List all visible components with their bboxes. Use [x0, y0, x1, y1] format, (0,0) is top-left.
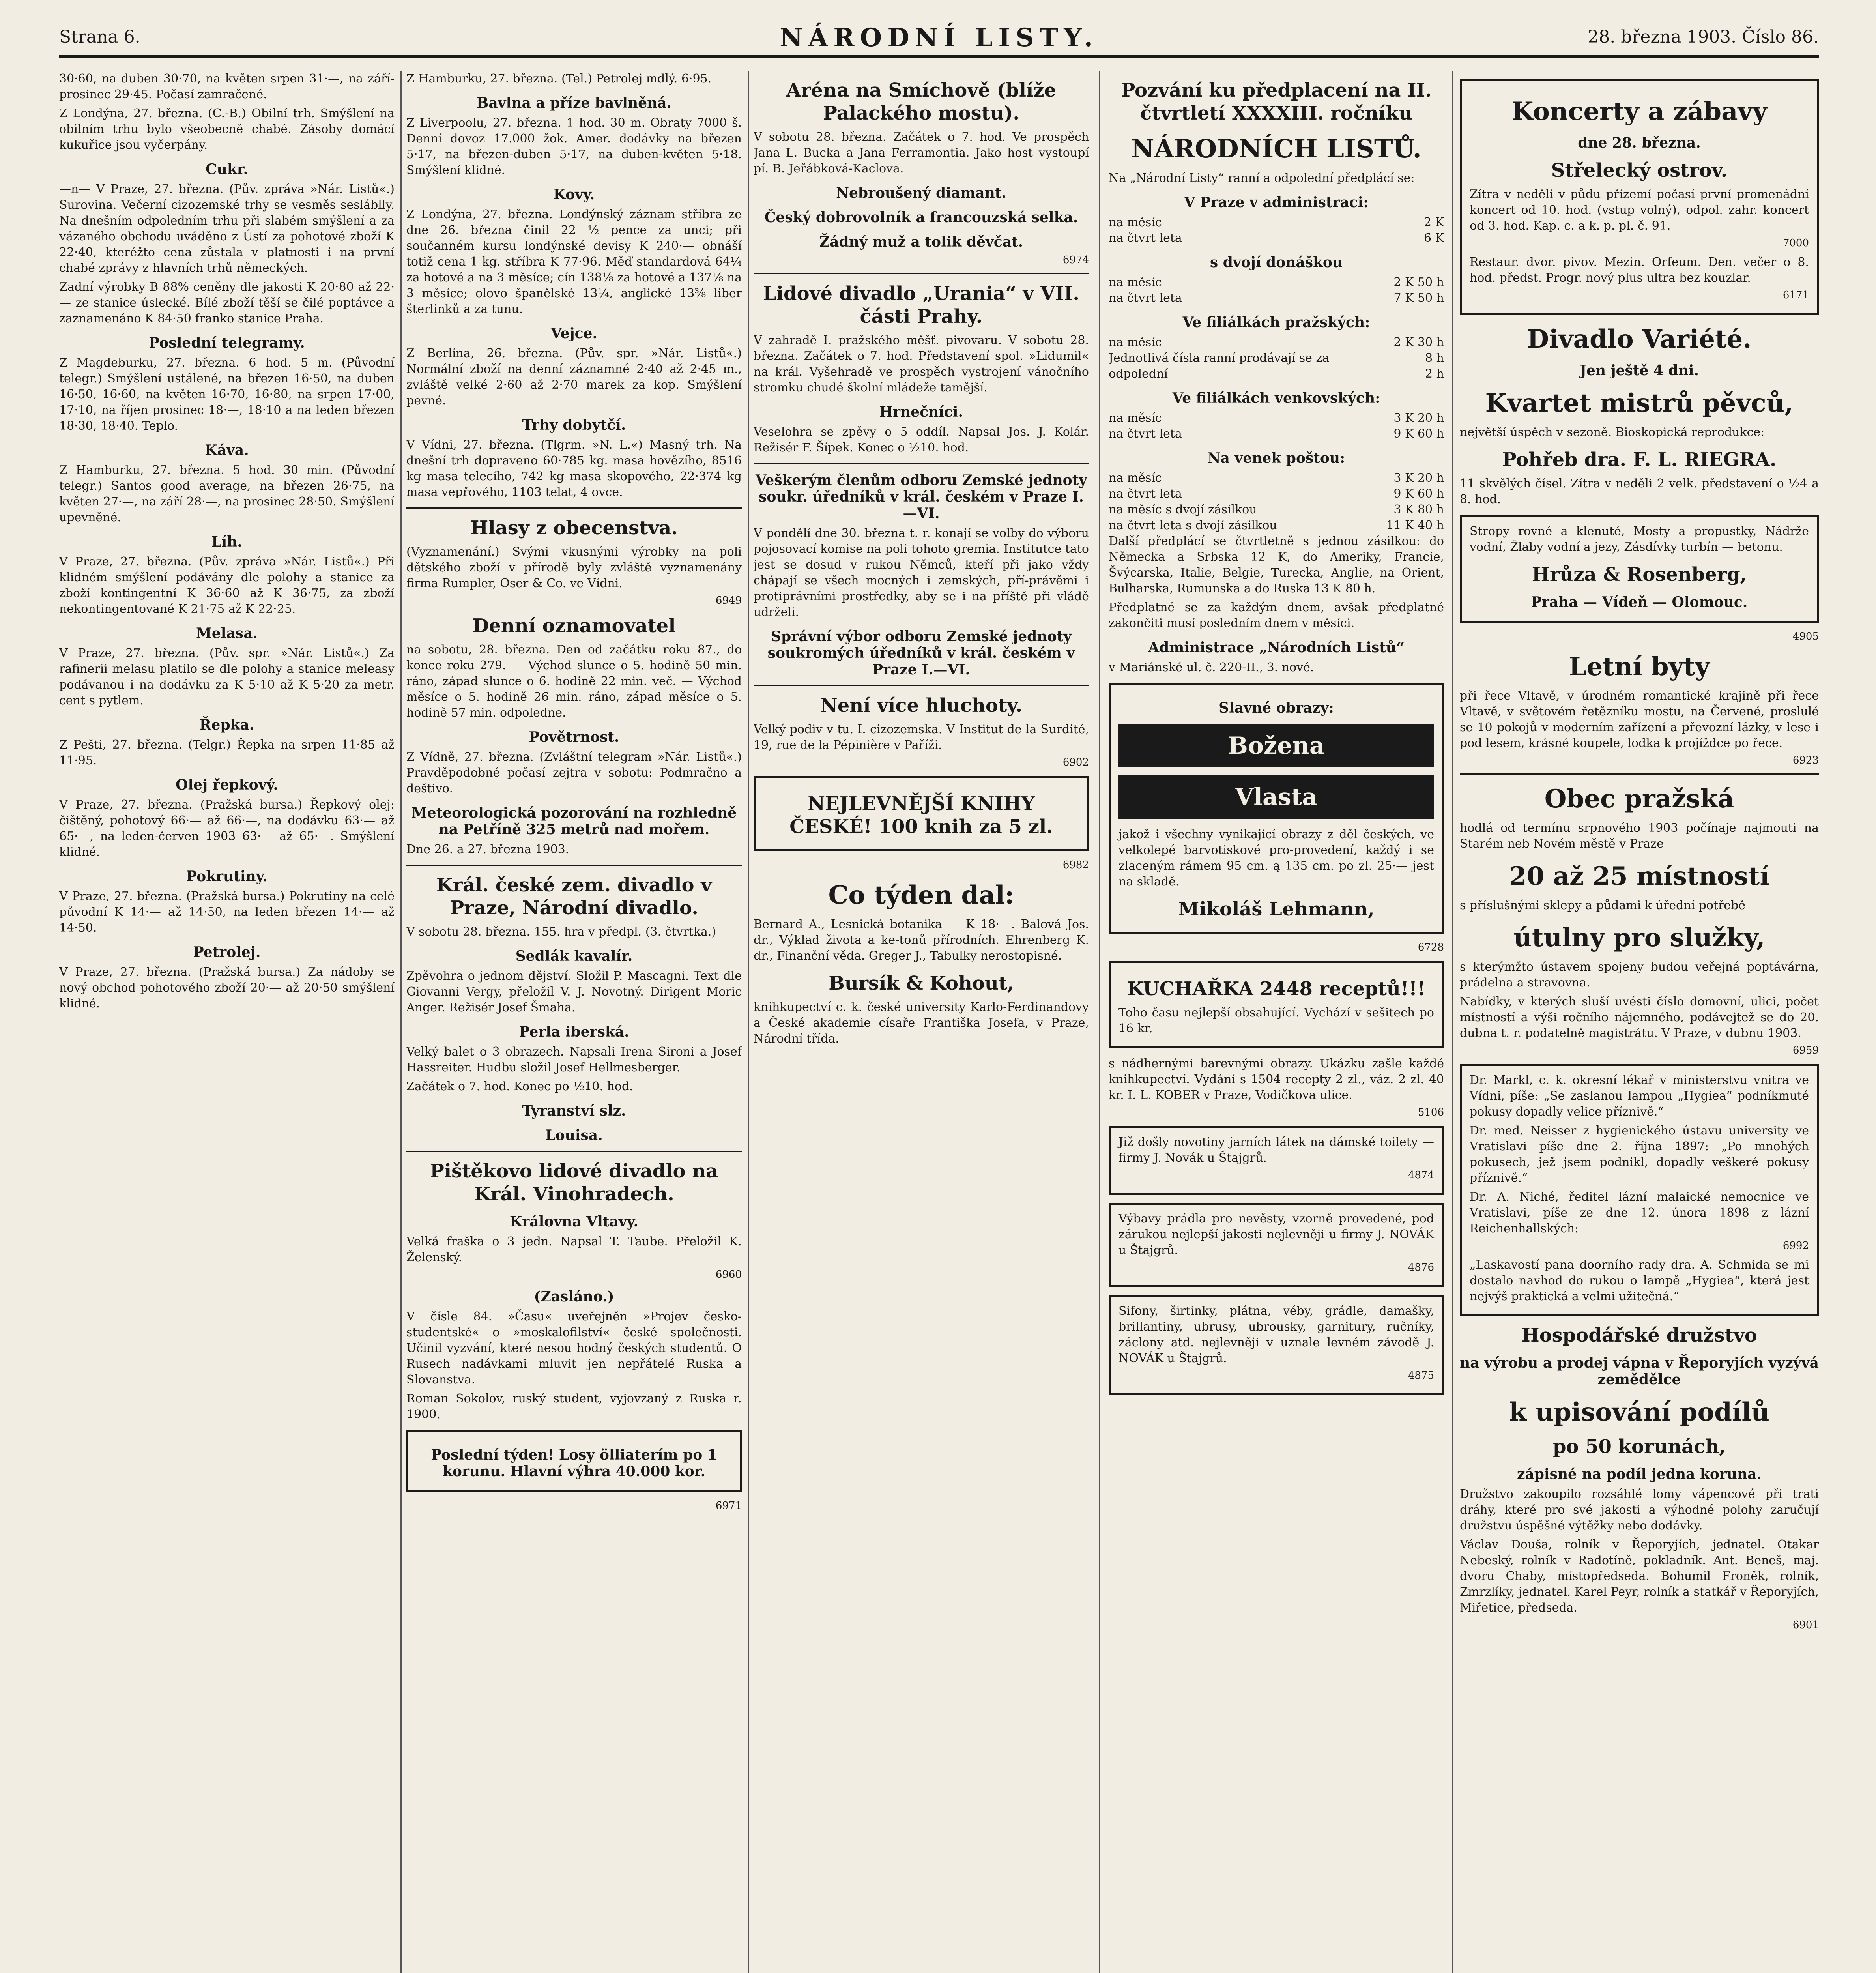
neisser-text: Dr. med. Neisser z hygienického ústavu university ve Vratislavi píše dne 2. října 1897: „Po mnohých pokusech, jež jsem podnikl, dopadly veškeré pokusy příznivě.“ [1470, 1124, 1809, 1185]
heading-hospodarske: Hospodářské družstvo [1521, 1324, 1757, 1346]
heading-lehmann: Mikoláš Lehmann, [1178, 898, 1375, 920]
heading-telegramy: Poslední telegramy. [149, 335, 305, 351]
hruza-cities: Praha — Vídeň — Olomouc. [1531, 594, 1748, 610]
books-ad-text: NEJLEVNĚJŠÍ KNIHY ČESKÉ! 100 knih za 5 zl. [789, 793, 1053, 838]
price-row: na čtvrt leta 9 K 60 h [1109, 427, 1444, 441]
date-issue: 28. března 1903. Číslo 86. [1588, 27, 1819, 47]
petrolej-hamburk: Z Hamburku, 27. března. (Tel.) Petrolej mdlý. 6·95. [406, 72, 712, 86]
clenum-text: V pondělí dne 30. března t. r. konají se volby do výboru pojosovací komise na poli tohoto gremia. Institutce tato jest se dosud v rukou Němců, kteří při jako vždy chápají se všech mocných i zemských, pří-právěmi i protiprávními prostředky, aby se i na příště při vládě udrželi. [754, 526, 1089, 619]
divider [754, 685, 1089, 686]
price-row: na měsíc s dvojí zásilkou 3 K 80 h [1109, 503, 1444, 517]
heading-bursik: Bursík & Kohout, [829, 972, 1014, 994]
meteo-text: Dne 26. a 27. března 1903. [406, 842, 569, 856]
paintings-ad [1109, 683, 1444, 934]
heading-arena: Aréna na Smíchově (blíže Palackého mostu). [786, 79, 1056, 124]
pozvani-text: Na „Národní Listy“ ranní a odpolední předplácí se: [1109, 171, 1415, 185]
zapisne-text: zápisné na podíl jedna koruna. [1517, 1466, 1762, 1483]
heading-lih: Líh. [211, 533, 242, 550]
heading-meteo: Meteorologická pozorování na rozhledně na Petříně 325 metrů nad mořem. [411, 805, 737, 838]
price-row: Jednotlivá čísla ranní prodávají se za 8 h [1109, 351, 1444, 365]
ad-number: 6974 [1062, 254, 1089, 266]
ad-number: 4905 [1792, 631, 1819, 642]
obec-text: hodlá od termínu srpnového 1903 počínaje najmouti na Starém neb Novém městě v Praze [1460, 821, 1819, 851]
page-label: Strana 6. [59, 27, 140, 47]
heading-kucharka: KUCHAŘKA 2448 receptů!!! [1127, 978, 1426, 1000]
heading-praha: V Praze v administraci: [1184, 194, 1369, 211]
heading-lovisa: Louisa. [545, 1127, 603, 1144]
bozena-banner: Božena [1118, 724, 1434, 767]
sokolov-signature: Roman Sokolov, ruský student, vyjovzaný z Ruska r. 1900. [406, 1392, 742, 1421]
heading-hlasy: Hlasy z obecenstva. [470, 517, 678, 539]
rieger-text: 11 skvělých čísel. Zítra v neděli 2 velk. představení o ½4 a 8. hod. [1460, 477, 1819, 506]
vejce-text: Z Berlína, 26. března. (Pův. spr. »Nár. Listů«.) Normální zboží na denní záznamné 2·40 až 2·45 m., zvláště velké 2·60 až 2·70 marek za kop. Smýšlení pevné. [406, 346, 742, 408]
telegramy-text: Z Magdeburku, 27. března. 6 hod. 5 m. (Původní telegr.) Smýšlení ustálené, na březen 16·50, na duben 16·50, 16·60, na květen 16·70, 16·80, na srpen 17·00, 17·10, na říjen prosinec 18·—, 18·10 a na leden březen 18·30, 18·40. Teplo. [59, 356, 395, 433]
restaur-text: Restaur. dvor. pivov. Mezin. Orfeum. Den. večer o 8. hod. předst. Progr. nový plus ultra bez kouzlar. [1470, 255, 1809, 285]
kava-text: Z Hamburku, 27. března. 5 hod. 30 min. (Původní telegr.) Santos good average, na březen 26·75, na květen 27·—, na září 28·—, na prosinec 28·50. Smýšlení upevněné. [59, 463, 395, 524]
column-rule [748, 71, 749, 1973]
heading-tyranstvi: Tyranství slz. [522, 1103, 626, 1119]
sifony-ad [1109, 1295, 1444, 1395]
utulny-text: s kterýmžto ústavem spojeny budou veřejná poptávárna, prádelna a stravovna. [1460, 960, 1819, 990]
heading-koncerty: Koncerty a zábavy [1511, 97, 1768, 126]
heading-olej: Olej řepkový. [176, 777, 278, 793]
druzstvo-text: Družstvo zakoupilo rozsáhlé lomy vápencové při trati dráhy, které pro své jakosti a výhodné polohy zaručují družstvu úspěšné výtěžky nebo dodávky. [1460, 1487, 1819, 1533]
intro-text: 30·60, na duben 30·70, na květen srpen 31·—, na září-prosinec 29·45. Počasí zamračené. [59, 72, 395, 101]
ad-number: 6960 [715, 1269, 742, 1280]
markl-text: Dr. Markl, c. k. okresní lékař v ministerstvu vnitra ve Vídni, píše: „Se zaslanou lampou „Hygiea“ podníkmuté pokusy dopadly velice příznivě.“ [1470, 1073, 1809, 1119]
olej-text: V Praze, 27. března. (Pražská bursa.) Řepkový olej: čištěný, pohotový 66·— až 66·—, na dodávku 63·— až 65·—, na leden-červen 1903 63·— až 65·—. Smýšlení klidné. [59, 798, 395, 859]
dobytek-text: V Vídni, 27. března. (Tlgrm. »N. L.«) Masný trh. Na dnešní trh dopraveno 60·785 kg. masa hovězího, 8516 kg masa telecího, 742 kg masa skopového, 22·374 kg masa vepřového, 1103 telat, 4 ovce. [406, 438, 742, 499]
novotiny-ad [1109, 1126, 1444, 1195]
heading-narodnich-listu: NÁRODNÍCH LISTŮ. [1131, 134, 1421, 164]
heading-cesky-dobrovolnik: Český dobrovolník a francouzská selka. [764, 209, 1078, 226]
heading-nebrousny: Nebroušený diamant. [836, 185, 1006, 201]
divider [754, 463, 1089, 464]
hrnecnici-text: Veselohra se zpěvy o 5 oddíl. Napsal Jos. J. Kolár. Režisér F. Šípek. Konec o ½10. hod. [754, 425, 1089, 455]
kucharka-ad [1109, 961, 1444, 1048]
zacatek-text: Začátek o 7. hod. Konec po ½10. hod. [406, 1080, 633, 1093]
heading-pistek: Pištěkovo lidové divadlo na Král. Vinohradech. [430, 1160, 718, 1205]
obrazy-text: jakož i všechny vynikající obrazy z děl českých, ve velkolepé barvotiskové pro-provedení, každý i se zlaceným rámem 95 cm. ą 135 cm. po zl. 25·— jest na skladě. [1118, 827, 1434, 889]
pokrutiny-text: V Praze, 27. března. (Pražská bursa.) Pokrutiny na celé původní K 14·— až 14·50, na leden březen 14·— až 14·50. [59, 889, 395, 935]
heading-posta: Na venek poštou: [1207, 450, 1345, 466]
ad-number: 4874 [1408, 1169, 1434, 1181]
heading-dobytek: Trhy dobytčí. [522, 417, 626, 433]
ad-number: 6901 [1792, 1619, 1819, 1631]
ad-number: 6728 [1418, 942, 1444, 953]
jen-jeste: Jen ještě 4 dni. [1579, 362, 1699, 379]
heading-kava: Káva. [205, 442, 249, 459]
heading-petrolej: Petrolej. [193, 944, 261, 960]
heading-krilovna: Královna Vltavy. [509, 1213, 639, 1230]
perla-text: Velký balet o 3 obrazech. Napsali Irena Sironi a Josef Hassreiter. Hudbu složil Josef Hellmesberger. [406, 1045, 742, 1074]
price-row: na čtvrt leta 9 K 60 h [1109, 487, 1444, 501]
heading-mistnosti: 20 až 25 místností [1509, 861, 1769, 891]
price-row: na čtvrt leta 7 K 50 h [1109, 291, 1444, 305]
ad-number: 6992 [1782, 1240, 1809, 1252]
heading-sjezd: Správní výbor odboru Zemské jednoty soukromých úředníků v král. českém v Praze I.—VI. [767, 628, 1075, 678]
koncerty-date: dne 28. března. [1578, 135, 1701, 151]
heading-zaslano: (Zasláno.) [534, 1288, 614, 1305]
heading-vejce: Vejce. [551, 325, 597, 342]
divider [754, 273, 1089, 274]
divider [406, 865, 742, 866]
administrace-text: v Mariánské ul. č. 220-II., 3. nové. [1109, 661, 1314, 674]
column-rule [400, 71, 402, 1973]
column-theatre-ads [754, 71, 1089, 1973]
price-row: na čtvrt leta 6 K [1109, 231, 1444, 245]
heading-clenum: Veškerým členům odboru Zemské jednoty soukr. úředníků v král. českém v Praze I.—VI. [755, 472, 1087, 522]
heading-povetrnost: Povětrnost. [529, 729, 619, 745]
heading-co-tyden-dal: Co týden dal: [828, 880, 1014, 910]
heading-divadlo: Král. české zem. divadlo v Praze, Národní divadlo. [436, 874, 712, 919]
price-row: na čtvrt leta s dvojí zásilkou 11 K 40 h [1109, 519, 1444, 532]
ad-number: 6923 [1792, 754, 1819, 766]
urania-text: V zahradě I. pražského měšť. pivovaru. V sobotu 28. března. Začátek o 7. hod. Představení spol. »Lidumil« na král. Vyšehradě ve prospěch vystrojení vánočního stromku chudé školní mládeže tamější. [754, 333, 1089, 395]
heading-variete: Divadlo Variété. [1527, 324, 1752, 354]
predplatne-text: Předplatné se za každým dnem, avšak předplatné zakončiti musí posledním dnem v měsíci. [1109, 601, 1444, 630]
heading-kvartet: Kvartet mistrů pěvců, [1485, 388, 1794, 418]
ad-number: 6171 [1782, 289, 1809, 301]
heading-rieger: Pohřeb dra. F. L. RIEGRA. [1502, 449, 1777, 471]
heading-denni: Denní oznamovatel [472, 615, 676, 637]
podpisy-text: Václav Douša, rolník v Řeporyjích, jednatel. Otakar Nebeský, rolník v Radotíně, pokladník. Ant. Beneš, maj. dvoru Chaby, místopředseda. Bohumil Froněk, rolník, Zmrzlíky, jednatel. Karel Peyr, rolník a statkář v Řeporyjích, Miřetice, předseda. [1460, 1538, 1819, 1615]
kvartet-text: největší úspěch v sezoně. Bioskopická reprodukce: [1460, 425, 1765, 439]
niche-text: Dr. A. Niché, ředitel lázní malaické nemocnice ve Vratislavi, píše ze dne 12. února 1898 z lázní Reichenhallských: [1470, 1190, 1809, 1235]
ad-number: 5106 [1418, 1106, 1444, 1118]
vlasta-banner: Vlasta [1118, 775, 1434, 819]
heading-cukr: Cukr. [206, 161, 248, 178]
column-market-reports [59, 71, 395, 1973]
price-row: na měsíc 3 K 20 h [1109, 471, 1444, 485]
bursik-text: knihkupectví c. k. české university Karlo-Ferdinandovy a České akademie císaře Františka Josefa, v Praze, Národní třída. [754, 1000, 1089, 1046]
price-row: odpolední 2 h [1109, 367, 1444, 381]
nabidky-text: Nabídky, v kterých sluší uvésti číslo domovní, ulici, počet místností a výši ročního nájemného, podávejtež se do 20. dubna t. r. podatelně magistrátu. V Praze, v dubnu 1903. [1460, 995, 1819, 1040]
ad-number: 6959 [1792, 1045, 1819, 1056]
heading-perla: Perla iberská. [519, 1024, 629, 1040]
kovy-text: Z Londýna, 27. března. Londýnský záznam stříbra ze dne 26. března činil 22 ½ pence za unci; při součanném kursu londýnské devisy K 240·— obnáší totiž cena 1 kg. stříbra K 77·96. Měď standardová 64¼ za hotové a na 3 měsíce; cín 138⅛ za hotové a 137⅛ na 3 měsíce; olovo španělské 13¼, anglické 13⅜ liber šterlinků a za tunu. [406, 208, 742, 316]
ad-number: 4875 [1408, 1370, 1434, 1381]
hlasy-text: (Vyznamenání.) Svými vkusnými výrobky na poli dětského zboží v přírodě byly zvláště vyznamenány firma Rumpler, Oser & Co. ve Vídni. [406, 545, 742, 590]
beton-text: Stropy rovné a klenuté, Mosty a propustky, Nádrže vodní, Žlaby vodní a jezy, Zásdívky turbín — betonu. [1470, 524, 1809, 554]
heading-venkov: Ve filiálkách venkovských: [1172, 390, 1380, 406]
heading-repka: Řepka. [199, 717, 254, 733]
vybavy-text: Výbavy prádla pro nevěsty, vzorně provedené, pod zárukou nejlepší jakosti nejlevněji u firmy J. NOVÁK u Štajgrů. [1118, 1212, 1434, 1257]
arena-text: V sobotu 28. března. Začátek o 7. hod. Ve prospěch Jana L. Bucka a Jana Ferramontia. Jako host vystoupí pí. B. Jeřábková-Kaclova. [754, 130, 1089, 176]
koncerty-box [1460, 79, 1819, 315]
mistnosti-text: s příslušnými sklepy a půdami k úřední potřebě [1460, 899, 1746, 912]
ad-number: 6902 [1062, 756, 1089, 768]
denni-text: na sobotu, 28. března. Den od začátku roku 87., do konce roku 279. — Východ slunce o 5. hodině 50 min. ráno, západ slunce o 6. hodině 22 min. več. — Východ měsíce o 5. hodině 26 min. ráno, západ měsíce o 5. hodině 57 min. odpoledne. [406, 643, 742, 720]
kucharka-text: Toho času nejlepší obsahující. Vychází v sešitech po 16 kr. [1118, 1006, 1434, 1035]
heading-melasa: Melasa. [196, 625, 258, 642]
ad-number: 4876 [1408, 1262, 1434, 1273]
heading-strelecky: Střelecký ostrov. [1551, 159, 1728, 182]
kober-text: s nádhernými barevnými obrazy. Ukázku zašle každé knihkupectví. Vydání s 1504 recepty 2 zl., váz. 2 zl. 40 kr. I. L. KOBER v Praze, Vodičkova ulice. [1109, 1057, 1444, 1102]
column-subscription [1109, 71, 1444, 1973]
divider [406, 507, 742, 509]
heading-utulny: útulny pro služky, [1513, 923, 1765, 953]
upisovani-amount: po 50 korunách, [1552, 1436, 1726, 1458]
heading-administrace: Administrace „Národních Listů“ [1148, 639, 1405, 656]
price-row: na měsíc 2 K 30 h [1109, 335, 1444, 349]
london-report: Z Londýna, 27. března. (C.-B.) Obilní trh. Smýšlení na obilním trhu bylo všeobecně chabé. Zásoby domácí kukuřice jsou vyčerpány. [59, 107, 395, 152]
tyden-list: Bernard A., Lesnická botanika — K 18·—. Balová Jos. dr., Výklad života a ke-tonů přírodních. Ehrenberg K. dr., Finanční věda. Greger J., Tabulky nerostopisné. [754, 917, 1089, 963]
heading-upisovani: k upisování podílů [1509, 1397, 1770, 1427]
heading-sedlak: Sedlák kavalír. [515, 948, 633, 964]
heading-kovy: Kovy. [553, 186, 595, 203]
petrolej-text: V Praze, 27. března. (Pražská bursa.) Za nádoby se nový obchod pohotového zboží 20·— až 20·50 smýšlení klidné. [59, 965, 395, 1011]
cizina-text: Další předplácí se čtvrtletně s jednou zásilkou: do Německa a Srbska 12 K, do Ameriky, Francie, Švýcarska, Italie, Belgie, Turecka, Anglie, na Orient, Bulharska, Rumunska a do Ruska 13 K 80 h. [1109, 534, 1444, 595]
bavlna-text: Z Liverpoolu, 27. března. 1 hod. 30 m. Obraty 7000 š. Denní dovoz 17.000 žok. Amer. dodávky na březen 5·17, na březen-duben 5·17, na duben-květen 5·18. Smýšlení klidné. [406, 116, 742, 177]
repka-text: Z Pešti, 27. března. (Telgr.) Řepka na srpen 11·85 až 11·95. [59, 738, 395, 767]
books-ad [754, 776, 1089, 851]
ad-number: 6982 [1062, 859, 1089, 871]
ad-number: 7000 [1782, 237, 1809, 249]
heading-urania: Lidové divadlo „Urania“ v VII. části Prahy. [763, 283, 1079, 328]
lih-text: V Praze, 27. března. (Pův. zpráva »Nár. Listů«.) Při klidném smýšlení podávány dle polohy a stanice za zboží kontingentní K 36·60 až K 36·75, za zboží nekontingentované K 21·75 až K 22·25. [59, 555, 395, 616]
heading-zadny-muz: Žádný muž a tolik děvčat. [819, 234, 1023, 250]
sedlak-text: Zpěvohra o jednom dějství. Složil P. Mascagni. Text dle Giovanni Vergy, přeložil V. J. Novotný. Dirigent Moric Anger. Režisér Josef Šmaha. [406, 969, 742, 1015]
vyrobky-text: Zadní výrobky B 88% ceněny dle jakosti K 20·80 až 22·— ze stanice úslecké. Bílé zboží těší se čilé poptávce a zaznamenáno K 84·50 franko stanice Praha. [59, 280, 395, 326]
heading-bavlna: Bavlna a příze bavlněná. [476, 95, 672, 111]
masthead [59, 16, 1819, 58]
column-rule [1452, 71, 1453, 1973]
heading-hruza: Hrůza & Rosenberg, [1532, 563, 1747, 586]
heading-pozvani: Pozvání ku předplacení na II. čtvrtletí XXXXIII. ročníku [1121, 79, 1432, 124]
heading-slavne-obrazy: Slavné obrazy: [1219, 700, 1334, 716]
beton-ad [1460, 515, 1819, 623]
cukr-text: —n— V Praze, 27. března. (Pův. zpráva »Nár. Listů«.) Surovina. Večerní cizozemské trhy se vesměs sesláblly. Na dnešním odpoledním trhu při slabém smýšlení a za vázaného obchodu uváděno z Ústí za pohotové zboží K 22·40, kteréžto cena zůstala v platnosti i na první chabé zprávy z hlavních trhů německých. [59, 182, 395, 275]
heading-pokrutiny: Pokrutiny. [186, 868, 267, 885]
sifony-text: Sifony, širtinky, plátna, véby, grádle, damašky, brillantiny, ubrusy, ubrousky, garnitury, ručníky, záclony atd. nejlevněji v uznale levném závodě J. NOVÁK u Štajgrů. [1118, 1304, 1434, 1365]
newspaper-title: NÁRODNÍ LISTY. [780, 23, 1098, 52]
ad-number: 6949 [715, 595, 742, 607]
letni-text: při řece Vltavě, v úrodném romantické krajině při řece Vltavě, v světovém řetězníku mostu, na Červené, proslulé se 10 pokojů v moderním zařízení a převozní lázky, v lese i pod lesem, krásné koupele, lodka k projíždce po řece. [1460, 689, 1819, 750]
price-row: na měsíc 2 K 50 h [1109, 275, 1444, 289]
strelecky-text: Zítra v neděli v půdu přízemí počasí první promenádní koncert od 10. hod. (vstup volný), odpol. zahr. koncert od 3. hod. Kap. c. a k. p. pl. č. 91. [1470, 187, 1809, 233]
divider [406, 1151, 742, 1152]
heading-letni-byty: Letní byty [1569, 652, 1710, 681]
novotiny-text: Již došly novotiny jarních látek na dámské toilety — firmy J. Novák u Štajgrů. [1118, 1135, 1434, 1165]
divider [1460, 773, 1819, 775]
newspaper-page [59, 16, 1819, 1973]
heading-donaskou: s dvojí donáškou [1210, 254, 1343, 271]
price-row: na měsíc 2 K [1109, 215, 1444, 229]
melasa-text: V Praze, 27. března. (Pův. spr. »Nár. Listů«.) Za rafinerii melasu platilo se dle polohy a stanice meleasy podávanou i na dodávku za K 5·10 až K 5·20 za metr. cent s pytlem. [59, 646, 395, 708]
hluchoty-text: Velký podiv v tu. I. cizozemska. V Institut de la Surdité, 19, rue de la Pépinière v Paříži. [754, 723, 1089, 752]
column-entertainment-ads [1460, 71, 1819, 1973]
hygiea-ad [1460, 1064, 1819, 1316]
vybavy-ad [1109, 1203, 1444, 1287]
laskavosti-text: „Laskavostí pana doorního rady dra. A. Schmida se mi dostalo navhod do rukou o lampě „Hygiea“, která jest nejvýš praktická a velmi užitečná.“ [1470, 1258, 1809, 1303]
heading-filialky: Ve filiálkách pražských: [1182, 314, 1370, 331]
heading-hluchoty: Není více hluchoty. [820, 694, 1023, 717]
lottery-ad [406, 1430, 742, 1492]
ad-number: 6971 [715, 1500, 742, 1512]
lottery-text: Poslední týden! Losy ölliaterím po 1 korunu. Hlavní výhra 40.000 kor. [431, 1447, 717, 1480]
heading-obec-prazska: Obec pražská [1544, 784, 1734, 814]
zaslano-text: V čísle 84. »Času« uveřejněn »Projev česko-studentské« o »moskalofilství« české společnosti. Učinil vyzvání, které nesou hodný českých studentů. O Rusech nadávkami mluvit jen nepřátelé Ruska a Slovanstva. [406, 1310, 742, 1387]
hospodarske-text: na výrobu a prodej vápna v Řeporyjích vyzývá zemědělce [1460, 1355, 1819, 1388]
price-row: na měsíc 3 K 20 h [1109, 411, 1444, 425]
krilovna-text: Velká fraška o 3 jedn. Napsal T. Taube. Přeložil K. Želenský. [406, 1235, 742, 1264]
povetrnost-text: Z Vídně, 27. března. (Zvláštní telegram »Nár. Listů«.) Pravděpodobné počasí zejtra v sobotu: Podmračno a deštivo. [406, 750, 742, 796]
column-news [406, 71, 742, 1973]
column-rule [1099, 71, 1100, 1973]
heading-hrnecnici: Hrnečníci. [879, 404, 963, 420]
divadlo-text: V sobotu 28. března. 155. hra v předpl. (3. čtvrtka.) [406, 925, 716, 939]
